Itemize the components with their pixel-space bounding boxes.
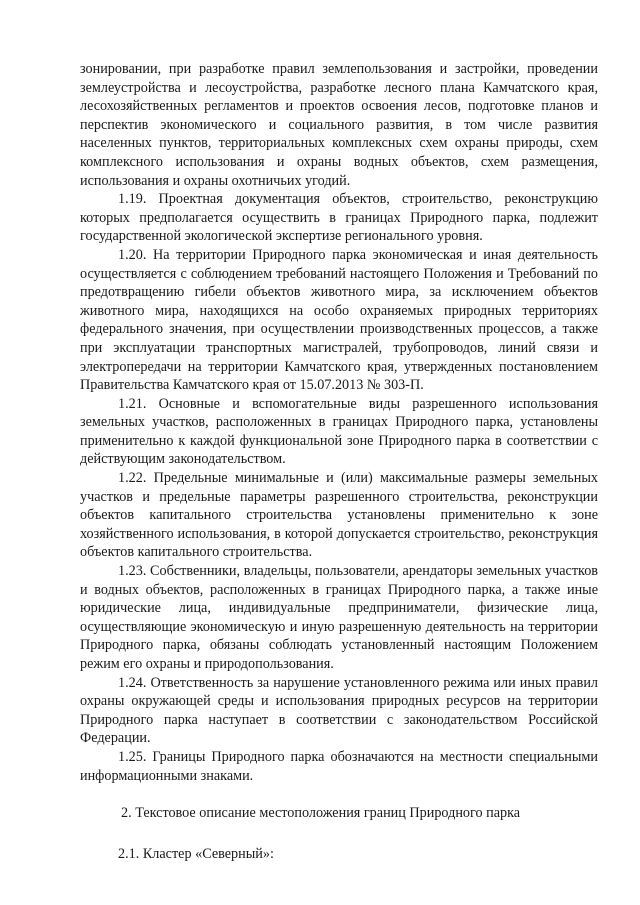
- paragraph-continuation: зонировании, при разработке правил землепользования и застройки, проведении землеустройства и лесоустройства, разработке лесного плана Камчатского края, лесохозяйственных регламентов и проектов освоения лесов, подготовке планов и перспектив экономического и социального развития, в том числе развития населенных пунктов, территориальных комплексных схем охраны природы, схем комплексного использования и охраны водных объектов, схем размещения, использования и охраны охотничьих угодий.: [80, 61, 598, 189]
- document-page: [80, 60, 598, 863]
- paragraph-1-25: 1.25. Границы Природного парка обозначаются на местности специальными информационными знаками.: [80, 748, 598, 784]
- section-heading: 2. Текстовое описание местоположения границ Природного парка: [121, 805, 521, 822]
- paragraph-1-24: 1.24. Ответственность за нарушение установленного режима или иных правил охраны окружающей среды и использования природных ресурсов на территории Природного парка наступает в соответствии с законодательством Российской Федерации.: [80, 674, 598, 747]
- paragraph-1-21: 1.21. Основные и вспомогательные виды разрешенного использования земельных участков, расположенных в границах Природного парка, установлены применительно к каждой функциональной зоне Природного парка в соответствии с действующим законодательством.: [80, 395, 598, 468]
- subsection-heading: 2.1. Кластер «Северный»:: [118, 845, 274, 862]
- paragraph-1-23: 1.23. Собственники, владельцы, пользователи, арендаторы земельных участков и водных объектов, расположенных в границах Природного парка, а также иные юридические лица, индивидуальные предприниматели, физические лица, осуществляющие экономическую и иную разрешенную деятельность на территории Природного парка, обязаны соблюдать установленный настоящим Положением режим его охраны и природопользования.: [80, 563, 598, 672]
- paragraph-1-22: 1.22. Предельные минимальные и (или) максимальные размеры земельных участков и предельные параметры разрешенного строительства, реконструкции объектов капитального строительства установлены применительно к зоне хозяйственного использования, в которой допускается строительство, реконструкция объектов капитального строительства.: [80, 470, 598, 561]
- paragraph-1-20: 1.20. На территории Природного парка экономическая и иная деятельность осуществляется с соблюдением требований настоящего Положения и Требований по предотвращению гибели объектов животного мира, за исключением объектов животного мира, находящихся на особо охраняемых природных территориях федерального значения, при осуществлении производственных процессов, а также при эксплуатации транспортных магистралей, трубопроводов, линий связи и электропередачи на территории Камчатского края, утвержденных постановлением Правительства Камчатского края от 15.07.2013 № 303-П.: [80, 246, 598, 394]
- paragraph-1-19: 1.19. Проектная документация объектов, строительство, реконструкцию которых предполагается осуществить в границах Природного парка, подлежит государственной экологической экспертизе регионального уровня.: [80, 191, 598, 245]
